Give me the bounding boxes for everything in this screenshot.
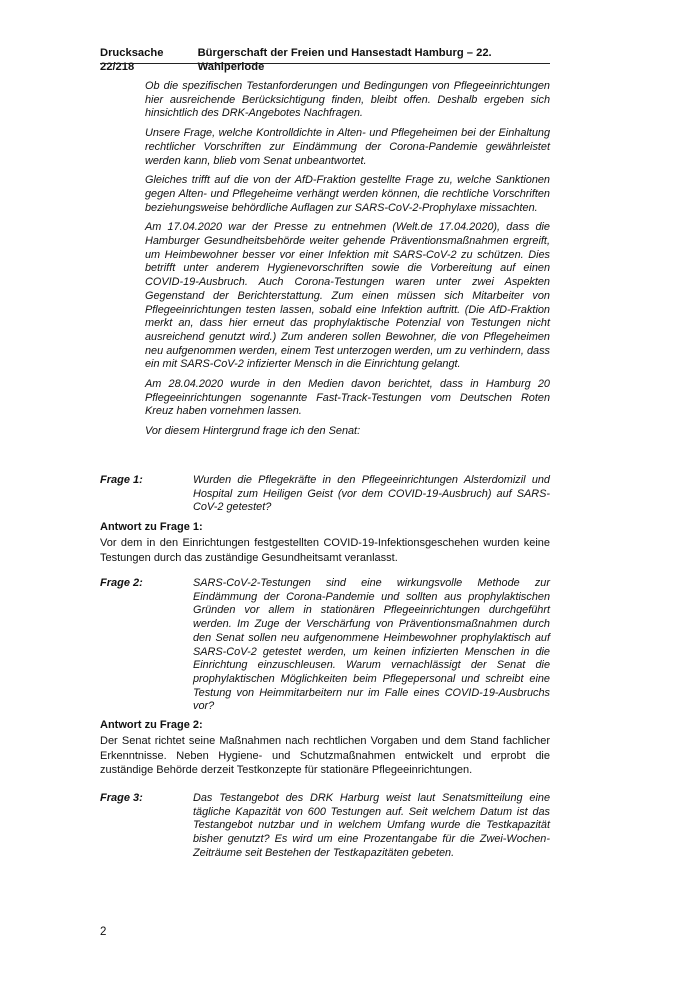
page-number: 2	[100, 926, 107, 938]
question-text: Das Testangebot des DRK Harburg weist laut Senatsmitteilung eine tägliche Kapazität von 600 Testungen auf. Seit welchem Datum ist das Testangebot nutzbar und in welchem Umfang wurde die Testkapazität bisher genutzt? Es wird um eine Prozentangabe für die Zwei-Wochen-Zeiträume seit Bestehen der Testkapazitäten gebeten.	[193, 792, 550, 859]
answer-block-1	[100, 520, 550, 565]
question-block-3	[100, 792, 550, 861]
answer-text: Vor dem in den Einrichtungen festgestellten COVID-19-Infektionsgeschehen wurden keine Testungen durch das zuständige Gesundheitsamt veranlasst.	[100, 537, 550, 564]
question-block-1	[100, 474, 550, 515]
answer-text: Der Senat richtet seine Maßnahmen nach rechtlichen Vorgaben und dem Stand fachlicher Erkenntnisse. Neben Hygiene- und Schutzmaßnahmen entwickelt und erprobt die zuständige Behörde derzeit Testkonzepte für stationäre Pflegeeinrichtungen.	[100, 735, 550, 776]
intro-paragraph: Unsere Frage, welche Kontrolldichte in Alten- und Pflegeheimen bei der Einhaltung rechtlicher Vorschriften zur Eindämmung der Corona-Pandemie gewährleistet werden kann, blieb vom Senat unbeantwortet.	[145, 127, 550, 167]
intro-paragraph: Gleiches trifft auf die von der AfD-Fraktion gestellte Frage zu, welche Sanktionen gegen Alten- und Pflegeheime verhängt werden können, die rechtliche Vorschriften beziehungsweise behördliche Auflagen zur SARS-CoV-2-Prophylaxe missachten.	[145, 174, 550, 214]
question-row	[100, 577, 550, 714]
intro-section	[145, 80, 550, 445]
question-row	[100, 474, 550, 515]
document-number: Drucksache 22/218	[100, 47, 164, 73]
question-label: Frage 2:	[100, 577, 143, 589]
answer-block-2	[100, 718, 550, 778]
intro-paragraph: Vor diesem Hintergrund frage ich den Senat:	[145, 425, 361, 438]
answer-label: Antwort zu Frage 2:	[100, 719, 203, 731]
intro-paragraph: Am 28.04.2020 wurde in den Medien davon berichtet, dass in Hamburg 20 Pflegeeinrichtungen sogenannte Fast-Track-Testungen vom Deutschen Roten Kreuz haben vornehmen lassen.	[145, 378, 550, 418]
header-divider	[100, 63, 550, 64]
question-text: SARS-CoV-2-Testungen sind eine wirkungsvolle Methode zur Eindämmung der Corona-Pandemie und sollten aus prophylaktischen Gründen vor allem in stationären Pflegeeinrichtungen durchgeführt werden. Im Zuge der Verschärfung von Präventionsmaßnahmen durch den Senat sollen neu aufgenommene Heimbewohner prophylaktisch auf SARS-CoV-2 getestet werden, um keinen infizierten Menschen in die Einrichtung einzuschleusen. Warum vernachlässigt der Senat die prophylaktischen Möglichkeiten beim Pflegepersonal und schreibt eine Testung von Heimmitarbeitern nur im Falle eines COVID-19-Ausbruchs vor?	[193, 577, 550, 713]
question-label: Frage 1:	[100, 474, 143, 486]
parliament-title: Bürgerschaft der Freien und Hansestadt Hamburg – 22. Wahlperiode	[197, 47, 492, 73]
question-row	[100, 792, 550, 861]
intro-paragraph: Ob die spezifischen Testanforderungen und Bedingungen von Pflegeeinrichtungen hier ausreichende Berücksichtigung finden, bleibt offen. Deshalb ergeben sich hinsichtlich des DRK-Angebotes Nachfragen.	[145, 80, 550, 120]
answer-label: Antwort zu Frage 1:	[100, 521, 203, 533]
question-label: Frage 3:	[100, 792, 143, 804]
intro-paragraph: Am 17.04.2020 war der Presse zu entnehmen (Welt.de 17.04.2020), dass die Hamburger Gesundheitsbehörde weiter gehende Präventionsmaßnahmen ergreift, um Heimbewohner besser vor einer Infektion mit SARS-CoV-2 zu schützen. Dies betrifft unter anderem Hygienevorschriften sowie die Vorbereitung auf einen COVID-19-Ausbruch. Auch Corona-Testungen waren unter zwei Aspekten Gegenstand der Berichterstattung. Zum einen müssen sich Mitarbeiter von Pflegeeinrichtungen testen lassen, sobald eine Infektion auftritt. (Die AfD-Fraktion merkt an, dass hier erneut das prophylaktische Potenzial von Testungen nicht ausreichend genutzt wird.) Zum anderen sollen Bewohner, die von Pflegeheimen neu aufgenommen werden, einem Test unterzogen werden, um zu verhindern, dass ein mit SARS-CoV-2 infizierter Mensch in die Einrichtung gelangt.	[145, 221, 550, 371]
question-block-2	[100, 577, 550, 714]
page-header	[100, 46, 550, 74]
question-text: Wurden die Pflegekräfte in den Pflegeeinrichtungen Alsterdomizil und Hospital zum Heiligen Geist (vor dem COVID-19-Ausbruch) auf SARS-CoV-2 getestet?	[193, 474, 550, 514]
